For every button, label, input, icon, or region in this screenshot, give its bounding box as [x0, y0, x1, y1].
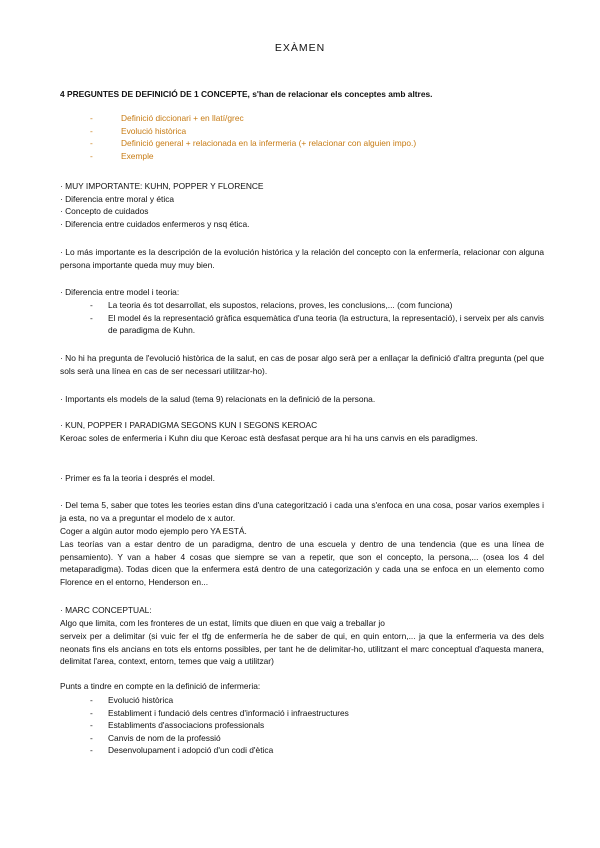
list-item: - Establiment i fundació dels centres d'informació i infraestructures — [90, 707, 349, 718]
kuhn-heading: · KUN, POPPER I PARADIGMA SEGONS KUN I SEGONS KEROAC — [60, 420, 318, 430]
list-item: - El model és la representació gràfica esquemàtica d'una teoria (la estructura, la representació), i serveix per als canvis de paradigma de Kuhn. — [90, 312, 544, 336]
important-line: · Diferencia entre cuidados enfermeros y nsq ética. — [60, 218, 250, 229]
list-item: - Evolució històrica — [90, 695, 174, 705]
keroac-paragraph: Keroac soles de enfermeria i Kuhn diu que Keroac està desfasat perque ara hi ha uns canvis en els paradigmes. — [60, 433, 478, 443]
list-item: - Definició general + relacionada en la infermeria (+ relacionar con alguien impo.) — [90, 138, 417, 149]
list-item: - La teoria és tot desarrollat, els supostos, relacions, proves, les conclusions,... (com funciona) — [90, 300, 453, 310]
intro-line: 4 PREGUNTES DE DEFINICIÓ DE 1 CONCEPTE, s'han de relacionar els conceptes amb altres. — [60, 89, 433, 99]
list-item: - Evolució històrica — [90, 125, 187, 136]
marc-heading: · MARC CONCEPTUAL: — [60, 605, 152, 615]
model-list — [90, 299, 544, 337]
first-theory-line: · Primer es fa la teoria i després el model. — [60, 473, 215, 483]
marc-paragraph: serveix per a delimitar (si vuic fer el tfg de enfermería he de saber de qui, en quin entorn,... ja que la enfermeria va des dels neonats fins els ancians en tots els entorns possibles, per tant he de delimitar-ho, utilitzant el marc conceptual d'aquesta manera, delimitat l'area, context, entorn, temes que vaig a utilitzar) — [60, 631, 544, 667]
tema5-paragraph: · Del tema 5, saber que totes les teories estan dins d'una categorització i cada una s'enfoca en una cosa, posar varios exemples i ja esta, no va a preguntar el modelo de x autor. — [60, 500, 544, 523]
important-line: · Concepto de cuidados — [60, 206, 149, 217]
marc-line-1: Algo que limita, com les fronteres de un estat, límits que diuen en que vaig a treballar jo — [60, 618, 385, 628]
health-paragraph: · No hi ha pregunta de l'evolució històrica de la salut, en cas de posar algo serà per a enllaçar la definició d'altra pregunta (pel que sols serà una línea en cas de ser necessari utilitzar-ho). — [60, 353, 544, 376]
page-title: EXÀMEN — [274, 42, 326, 54]
points-list — [90, 694, 544, 757]
list-item: - Desenvolupament i adopció d'un codi d'ètica — [90, 745, 274, 756]
important-line: · Diferencia entre moral y ética — [60, 193, 175, 204]
list-item: - Definició diccionari + en llatí/grec — [90, 113, 244, 123]
theories-paragraph: Las teorías van a estar dentro de un paradigma, dentro de una escuela y dentro de una tendencia (que es una línea de pensamiento). Y van a haber 4 cosas que siempre se van a repetir, que son el concepto, la persona,... (osea los 4 del metaparadigma). Todas dicen que la enfermera está dentro de una categorización y cada una se enfoca en un elemento como Florence en el entorno, Henderson en... — [60, 539, 544, 587]
evolution-paragraph: · Lo más importante es la descripción de la evolución histórica y la relación del concepto con la enfermería, relacionar con alguna persona importante queda muy muy bien. — [60, 247, 544, 270]
definition-steps-list — [60, 112, 544, 162]
points-heading: Punts a tindre en compte en la definició de infermeria: — [60, 681, 261, 691]
models-paragraph: · Importants els models de la salud (tema 9) relacionats en la definició de la persona. — [60, 394, 376, 404]
author-line: Coger a algún autor modo ejemplo pero YA ESTÁ. — [60, 526, 247, 536]
list-item: - Establiments d'associacions professionals — [90, 720, 265, 731]
list-item: - Canvis de nom de la professió — [90, 732, 221, 743]
model-heading: · Diferencia entre model i teoria: — [60, 287, 180, 297]
list-item: - Exemple — [90, 150, 154, 161]
important-line: · MUY IMPORTANTE: KUHN, POPPER Y FLORENCE — [60, 181, 264, 191]
important-block — [60, 180, 544, 230]
